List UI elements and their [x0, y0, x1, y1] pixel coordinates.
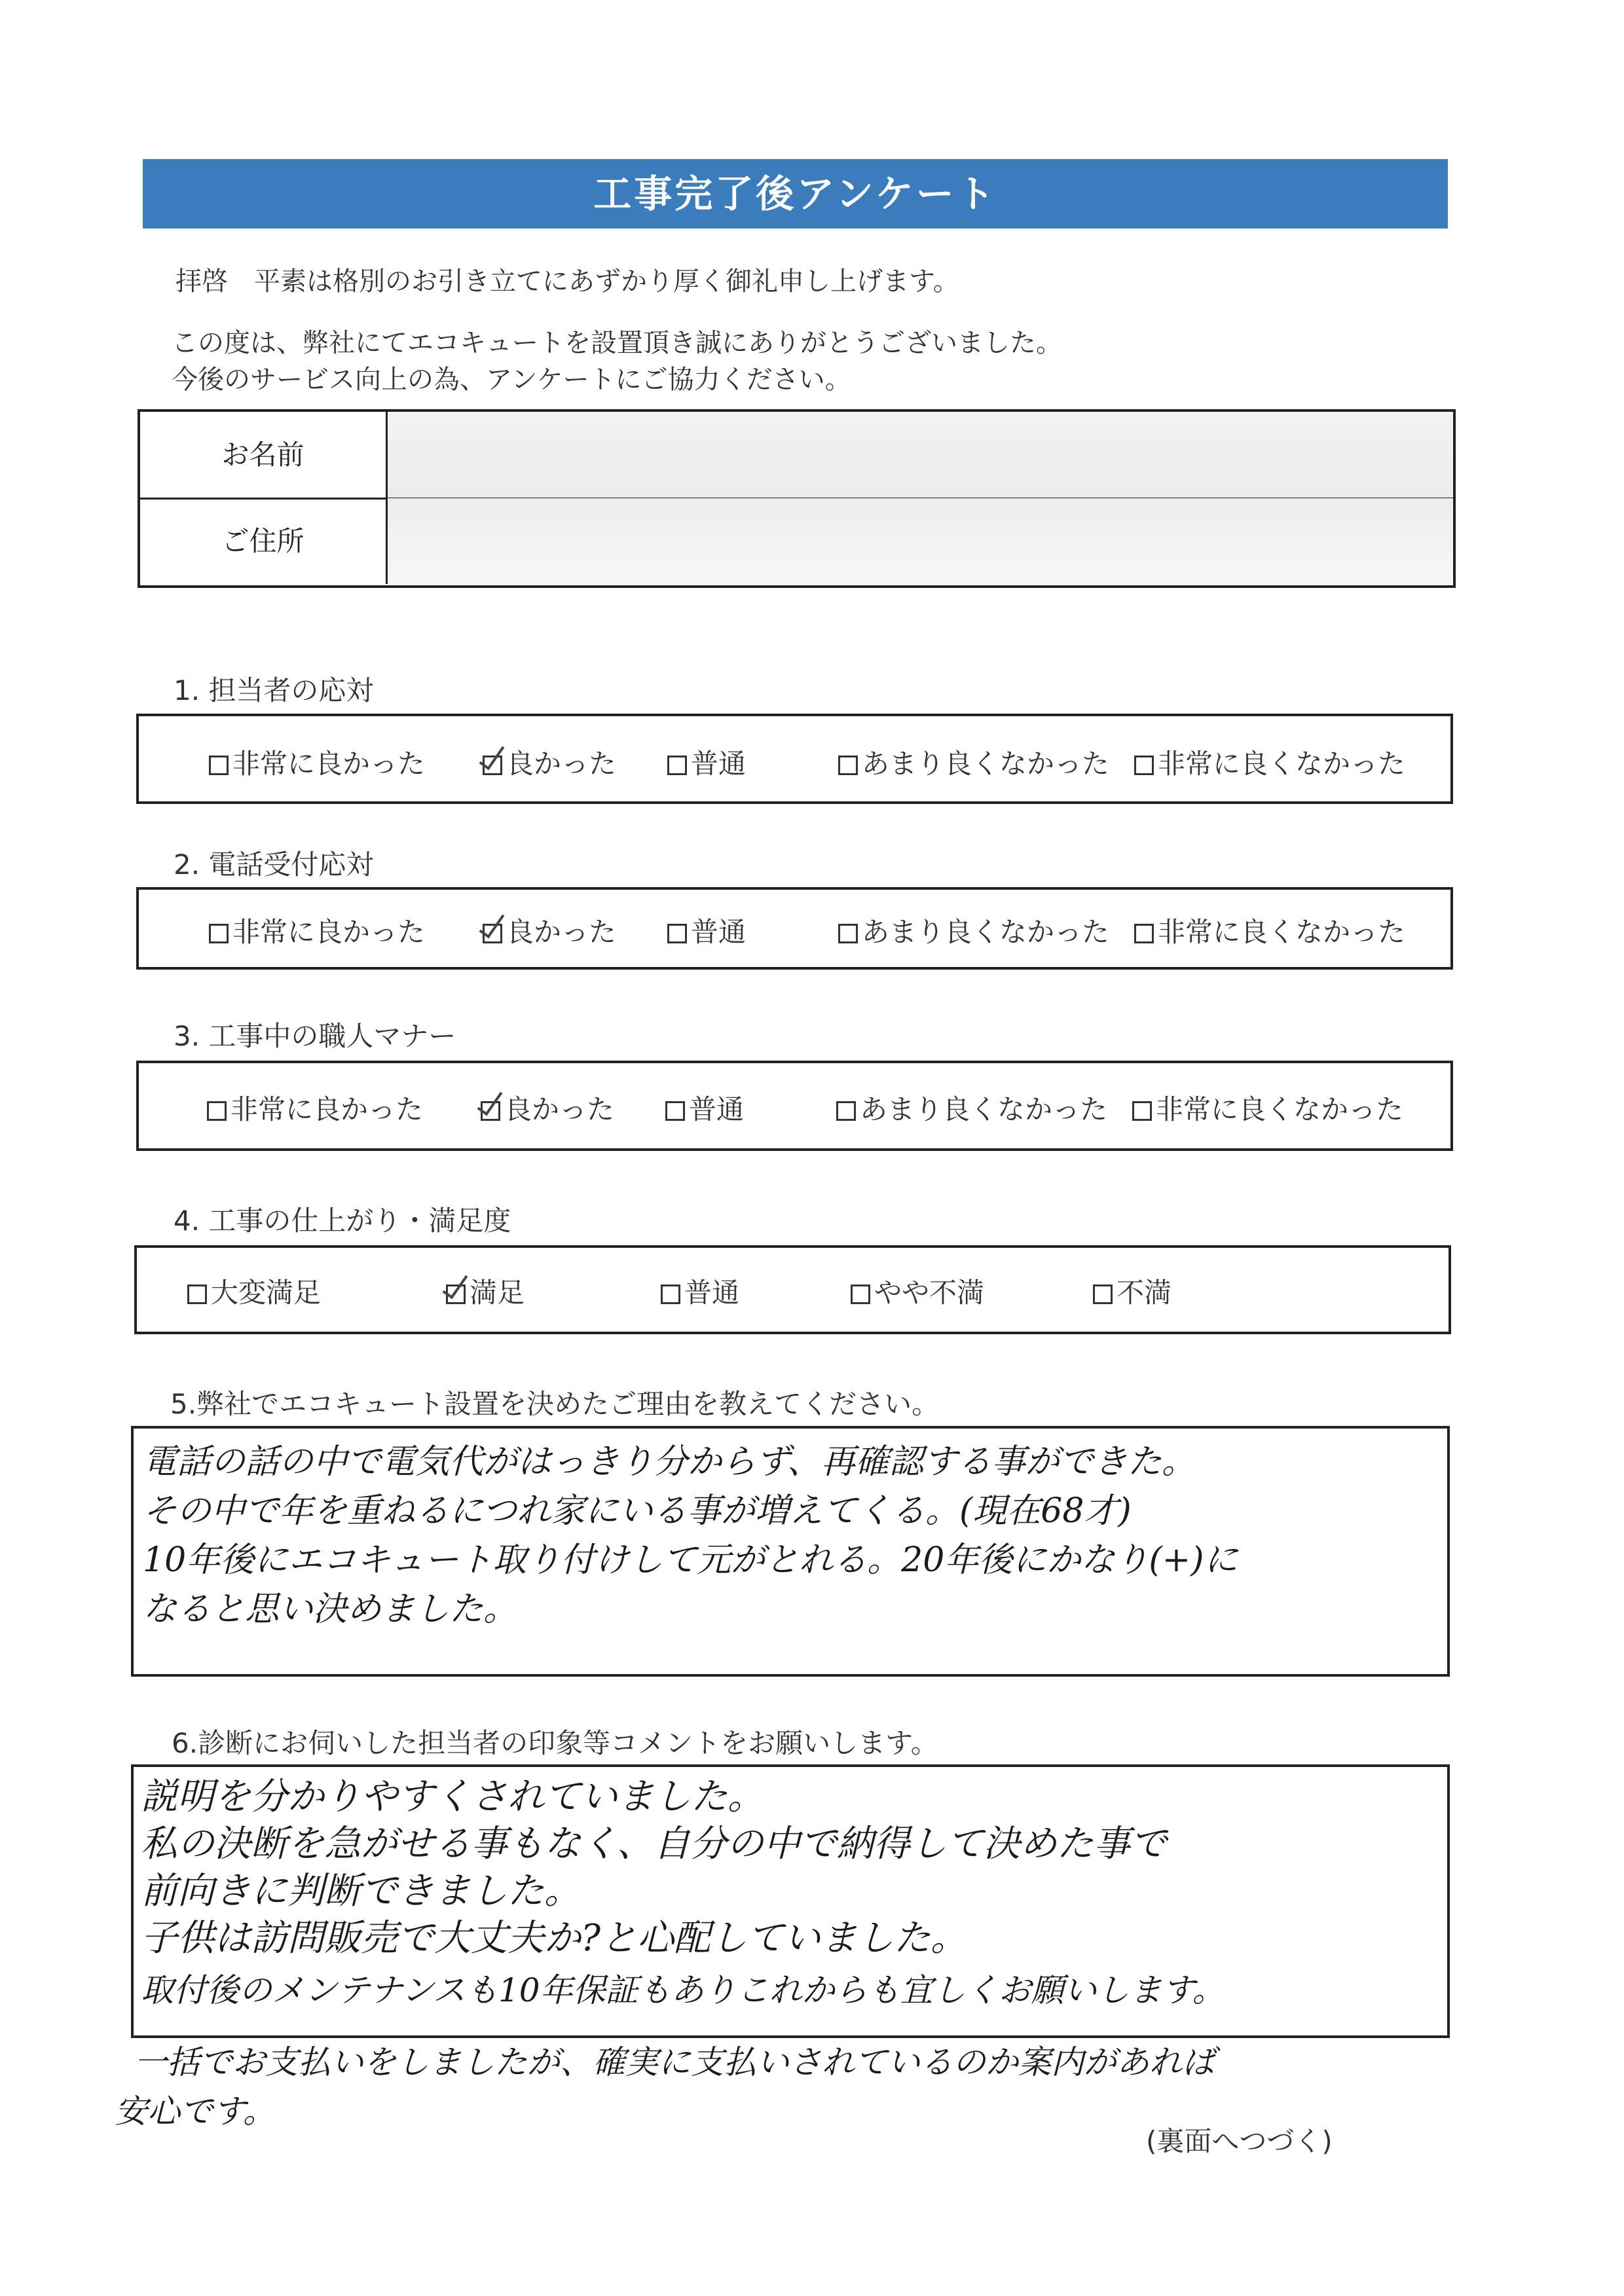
- checkbox-icon[interactable]: [851, 1285, 870, 1304]
- address-label: ご住所: [140, 498, 388, 584]
- q1-option-1[interactable]: 非常に良かった: [209, 742, 425, 782]
- checkbox-icon[interactable]: [1134, 924, 1154, 943]
- q4-option-1[interactable]: 大変満足: [187, 1271, 321, 1311]
- checked-checkbox-icon[interactable]: [483, 756, 502, 775]
- name-field-redacted[interactable]: [388, 412, 1453, 498]
- q2-option-5[interactable]: 非常に良くなかった: [1134, 911, 1405, 950]
- thanks-line: この度は、弊社にてエコキュートを設置頂き誠にありがとうございました。: [172, 328, 1062, 358]
- checkbox-icon[interactable]: [187, 1285, 207, 1304]
- checked-checkbox-icon[interactable]: [483, 924, 502, 943]
- q3-option-4[interactable]: あまり良くなかった: [836, 1088, 1107, 1127]
- q1-option-4[interactable]: あまり良くなかった: [838, 742, 1109, 782]
- name-row: [140, 412, 1453, 500]
- q2-options-box: [136, 887, 1453, 970]
- continue-on-back-note: (裏面へつづく): [1146, 2125, 1333, 2157]
- checkbox-icon[interactable]: [1132, 1101, 1152, 1121]
- q2-option-2[interactable]: 良かった: [483, 911, 616, 950]
- greeting-line: 拝啓 平素は格別のお引き立てにあずかり厚く御礼申し上げます。: [175, 266, 959, 297]
- q5-title: 5.弊社でエコキュート設置を決めたご理由を教えてください。: [170, 1388, 940, 1420]
- checkbox-icon[interactable]: [838, 756, 858, 775]
- q5-answer-line: 10年後にエコキュート取り付けして元がとれる。20年後にかなり(+)に: [143, 1540, 1238, 1580]
- q5-answer-line: 電話の話の中で電気代がはっきり分からず、再確認する事ができた。: [143, 1442, 1196, 1482]
- q6-answer-line: 私の決断を急がせる事もなく、自分の中で納得して決めた事で: [141, 1823, 1167, 1865]
- q6-answer-line: 取付後のメンテナンスも10年保証もありこれからも宜しくお願いします。: [141, 1971, 1225, 2009]
- q6-answer-line-outside: 一括でお支払いをしましたが、確実に支払いされているのか案内があれば: [134, 2043, 1215, 2081]
- checkbox-icon[interactable]: [1093, 1285, 1113, 1304]
- q5-answer-line: なると思い決めました。: [143, 1590, 518, 1629]
- address-field-redacted[interactable]: [388, 498, 1453, 584]
- q4-option-5[interactable]: 不満: [1093, 1271, 1172, 1311]
- checkbox-icon[interactable]: [836, 1101, 856, 1121]
- q4-title: 4. 工事の仕上がり・満足度: [174, 1205, 511, 1237]
- name-label: お名前: [140, 412, 388, 498]
- checkbox-icon[interactable]: [209, 756, 229, 775]
- checkbox-icon[interactable]: [667, 756, 687, 775]
- q1-option-5[interactable]: 非常に良くなかった: [1134, 742, 1405, 782]
- request-line: 今後のサービス向上の為、アンケートにご協力ください。: [172, 365, 851, 395]
- q5-answer-line: その中で年を重ねるにつれ家にいる事が増えてくる。(現在68才): [143, 1491, 1132, 1531]
- checked-checkbox-icon[interactable]: [446, 1285, 466, 1304]
- q1-options-box: [136, 714, 1453, 804]
- q3-option-5[interactable]: 非常に良くなかった: [1132, 1088, 1403, 1127]
- q6-answer-line: 子供は訪問販売で大丈夫か?と心配していました。: [141, 1917, 968, 1959]
- checkbox-icon[interactable]: [1134, 756, 1154, 775]
- q6-answer-line-outside: 安心です。: [115, 2092, 276, 2130]
- q4-option-2[interactable]: 満足: [446, 1271, 525, 1311]
- q1-option-2[interactable]: 良かった: [483, 742, 616, 782]
- q3-option-3[interactable]: 普通: [665, 1088, 744, 1127]
- q3-option-1[interactable]: 非常に良かった: [207, 1088, 423, 1127]
- q6-title: 6.診断にお伺いした担当者の印象等コメントをお願いします。: [172, 1727, 938, 1759]
- q2-option-3[interactable]: 普通: [667, 911, 746, 950]
- checkbox-icon[interactable]: [661, 1285, 680, 1304]
- checkbox-icon[interactable]: [838, 924, 858, 943]
- q2-title: 2. 電話受付応対: [174, 848, 374, 881]
- q1-title: 1. 担当者の応対: [174, 674, 374, 706]
- checkbox-icon[interactable]: [665, 1101, 685, 1121]
- q2-option-4[interactable]: あまり良くなかった: [838, 911, 1109, 950]
- checkbox-icon[interactable]: [207, 1101, 227, 1121]
- q4-options-box: [134, 1245, 1451, 1334]
- q3-options-box: [136, 1061, 1453, 1151]
- checkbox-icon[interactable]: [667, 924, 687, 943]
- q3-option-2[interactable]: 良かった: [481, 1088, 614, 1127]
- address-row: [140, 498, 1453, 584]
- q4-option-3[interactable]: 普通: [661, 1271, 739, 1311]
- q4-option-4[interactable]: やや不満: [851, 1271, 984, 1311]
- q6-answer-line: 説明を分かりやすくされていました。: [141, 1776, 764, 1818]
- q3-title: 3. 工事中の職人マナー: [174, 1020, 456, 1052]
- checkbox-icon[interactable]: [209, 924, 229, 943]
- q6-answer-line: 前向きに判断できました。: [141, 1870, 581, 1912]
- page-title: 工事完了後アンケート: [143, 159, 1448, 228]
- checked-checkbox-icon[interactable]: [481, 1101, 500, 1121]
- customer-info-table: [138, 409, 1456, 588]
- q1-option-3[interactable]: 普通: [667, 742, 746, 782]
- q2-option-1[interactable]: 非常に良かった: [209, 911, 425, 950]
